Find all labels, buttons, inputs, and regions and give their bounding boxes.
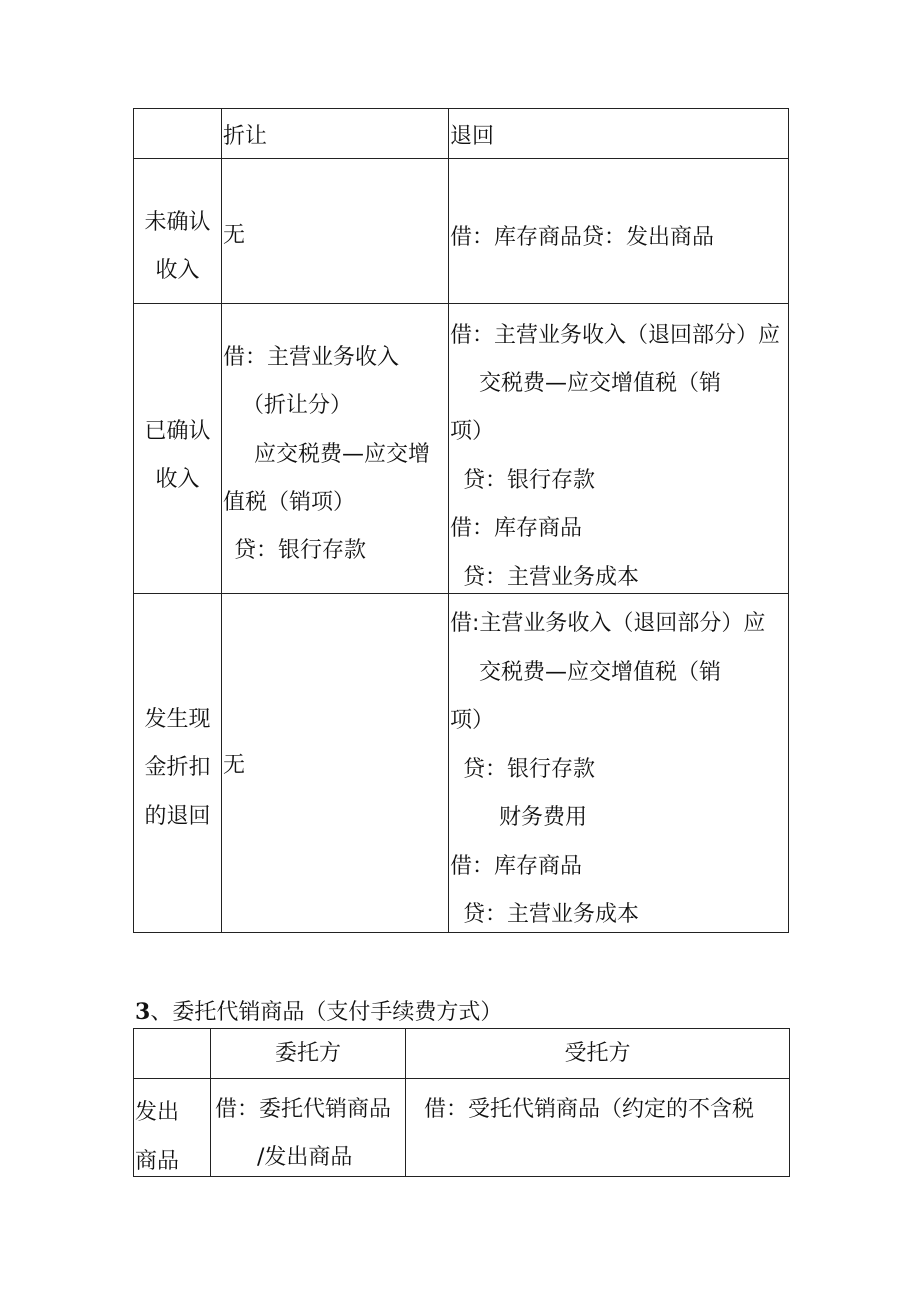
row-label-cell	[134, 304, 222, 594]
returns-text: 借：库存商品贷：发出商品	[450, 225, 715, 250]
row-label-cell	[134, 159, 222, 304]
returns-line: 交税费—应交增值税（销	[479, 660, 722, 685]
allowance-cell	[222, 304, 449, 594]
returns-cell	[449, 594, 789, 933]
row-label-line: 的退回	[144, 804, 211, 829]
returns-cell	[449, 159, 789, 304]
returns-line: 借：库存商品	[450, 854, 583, 879]
table-header-row	[134, 1029, 790, 1079]
returns-line: 交税费—应交增值税（销	[479, 371, 722, 396]
header-cell-consignor	[211, 1029, 406, 1079]
row-label-line: 金折扣	[144, 755, 211, 780]
table-header-row	[134, 109, 789, 159]
allowance-text: 无	[223, 223, 246, 248]
row-label-line: 已确认	[144, 419, 211, 444]
header-consignee-label: 受托方	[564, 1041, 631, 1066]
allowance-line: （折让分）	[242, 393, 353, 418]
section-title: 、委托代销商品（支付手续费方式）	[150, 1000, 503, 1025]
row-label-line: 收入	[155, 467, 200, 492]
returns-line: 借：主营业务收入（退回部分）应	[450, 323, 781, 348]
consignor-cell	[211, 1079, 406, 1177]
row-label-line: 商品	[135, 1149, 180, 1174]
header-allowance-label: 折让	[223, 124, 268, 149]
table-row-ship-goods	[134, 1079, 790, 1177]
consignor-line: /发出商品	[257, 1145, 353, 1170]
returns-line: 贷：银行存款	[463, 757, 596, 782]
consignee-cell	[406, 1079, 790, 1177]
row-label-line: 发出	[135, 1100, 180, 1125]
header-cell-returns	[449, 109, 789, 159]
returns-line: 贷：主营业务成本	[463, 565, 640, 590]
header-consignor-label: 委托方	[274, 1041, 341, 1066]
consignor-line: 借：委托代销商品	[215, 1097, 392, 1122]
table-row-confirmed-revenue	[134, 304, 789, 594]
table-row-cash-discount-returns	[134, 594, 789, 933]
returns-line: 项）	[450, 708, 495, 733]
returns-line: 财务费用	[499, 805, 588, 830]
returns-line: 贷：主营业务成本	[463, 902, 640, 927]
returns-line: 贷：银行存款	[463, 468, 596, 493]
returns-line: 项）	[450, 419, 495, 444]
section-number: 3	[135, 999, 151, 1025]
allowance-text: 无	[223, 753, 246, 778]
header-returns-label: 退回	[450, 124, 495, 149]
returns-cell	[449, 304, 789, 594]
returns-line: 借：库存商品	[450, 516, 583, 541]
allowance-line: 借：主营业务收入	[223, 345, 400, 370]
allowance-line: 应交税费—应交增	[254, 442, 431, 467]
row-label-cell	[134, 594, 222, 933]
accounting-table-returns	[133, 108, 789, 933]
allowance-line: 贷：银行存款	[234, 538, 367, 563]
allowance-line: 值税（销项）	[223, 490, 356, 515]
row-label-cell	[134, 1079, 211, 1177]
table-row-unconfirmed-revenue	[134, 159, 789, 304]
header-cell-empty	[134, 109, 222, 159]
allowance-cell	[222, 159, 449, 304]
header-cell-allowance	[222, 109, 449, 159]
header-cell-consignee	[406, 1029, 790, 1079]
header-cell-empty	[134, 1029, 211, 1079]
accounting-table-consignment	[133, 1028, 790, 1177]
returns-line: 借:主营业务收入（退回部分）应	[450, 611, 766, 636]
row-label-line: 未确认	[144, 210, 211, 235]
row-label-line: 收入	[155, 258, 200, 283]
allowance-cell	[222, 594, 449, 933]
row-label-line: 发生现	[144, 707, 211, 732]
consignee-line: 借：受托代销商品（约定的不含税	[424, 1097, 755, 1122]
